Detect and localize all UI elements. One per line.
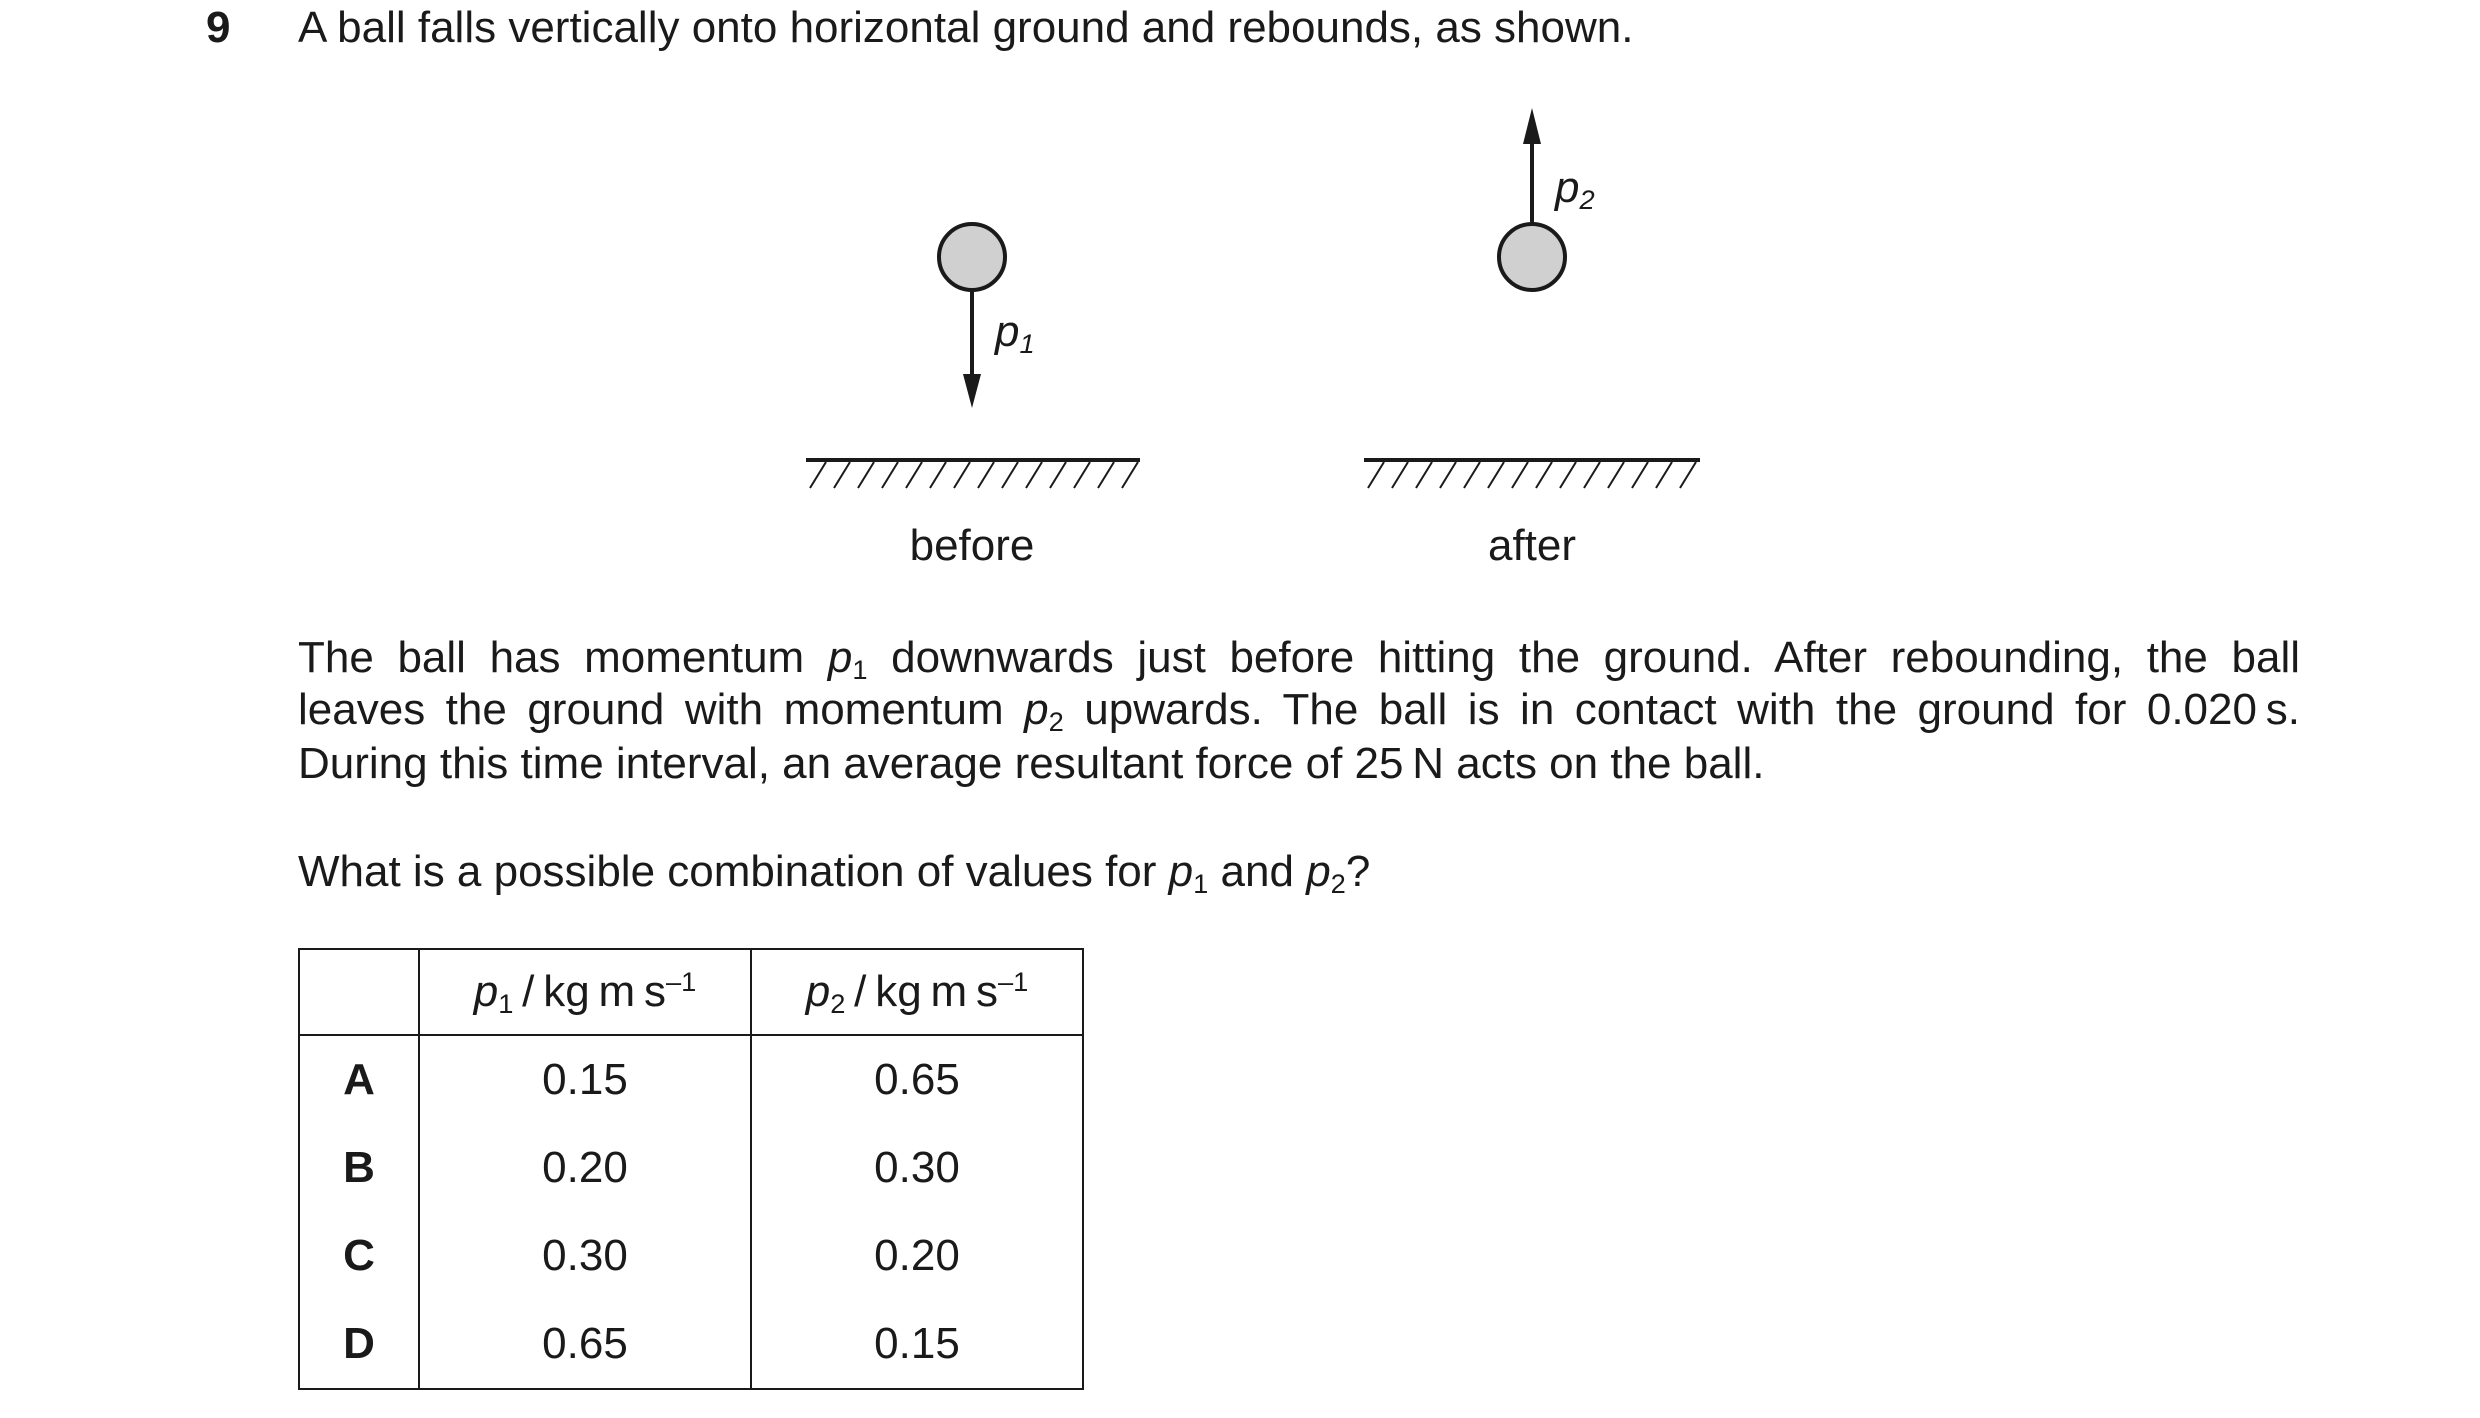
- option-p2-value: 0.30: [751, 1124, 1083, 1212]
- body-line-1: The ball has momentum $p_1$ downwards just before hitting the ground. After rebounding, the ball: [298, 633, 2300, 685]
- option-letter: C: [299, 1212, 419, 1300]
- before-label: before: [909, 521, 1035, 570]
- before-ball: [939, 224, 1005, 290]
- before-ground: [806, 460, 1140, 488]
- p2-label: $p_2$: [1555, 163, 1595, 215]
- question-prompt: What is a possible combination of values for $p_1$ and $p_2$?: [298, 847, 1371, 899]
- ball-rebound-diagram: [0, 0, 2480, 620]
- header-p1: $p_1$ / kg m $s^{-1}$: [419, 949, 751, 1035]
- option-p1-value: 0.65: [419, 1300, 751, 1389]
- table-header-row: [299, 949, 1083, 1035]
- option-p1-value: 0.20: [419, 1124, 751, 1212]
- option-row-d[interactable]: [299, 1300, 1083, 1389]
- option-letter: B: [299, 1124, 419, 1212]
- option-row-c[interactable]: [299, 1212, 1083, 1300]
- option-p2-value: 0.15: [751, 1300, 1083, 1389]
- question-number: 9: [206, 3, 231, 52]
- option-letter: A: [299, 1035, 419, 1124]
- option-p1-value: 0.15: [419, 1035, 751, 1124]
- body-line-2: leaves the ground with momentum $p_2$ upwards. The ball is in contact with the ground for 0.020 s.: [298, 685, 2301, 737]
- after-ball: [1499, 224, 1565, 290]
- header-blank-cell: [299, 949, 419, 1035]
- option-letter: D: [299, 1300, 419, 1389]
- after-ground: [1364, 460, 1700, 488]
- option-row-b[interactable]: [299, 1124, 1083, 1212]
- after-label: after: [1487, 521, 1577, 570]
- header-p2: $p_2$ / kg m $s^{-1}$: [751, 949, 1083, 1035]
- p1-arrow-head: [963, 374, 981, 408]
- question-intro: A ball falls vertically onto horizontal ground and rebounds, as shown.: [298, 3, 1634, 52]
- options-table: [298, 948, 1084, 1390]
- body-line-3: During this time interval, an average resultant force of 25 N acts on the ball.: [298, 739, 1765, 788]
- option-row-a[interactable]: [299, 1035, 1083, 1124]
- option-p1-value: 0.30: [419, 1212, 751, 1300]
- option-p2-value: 0.20: [751, 1212, 1083, 1300]
- p1-label: $p_1$: [995, 307, 1035, 359]
- option-p2-value: 0.65: [751, 1035, 1083, 1124]
- p2-arrow-head: [1523, 108, 1541, 144]
